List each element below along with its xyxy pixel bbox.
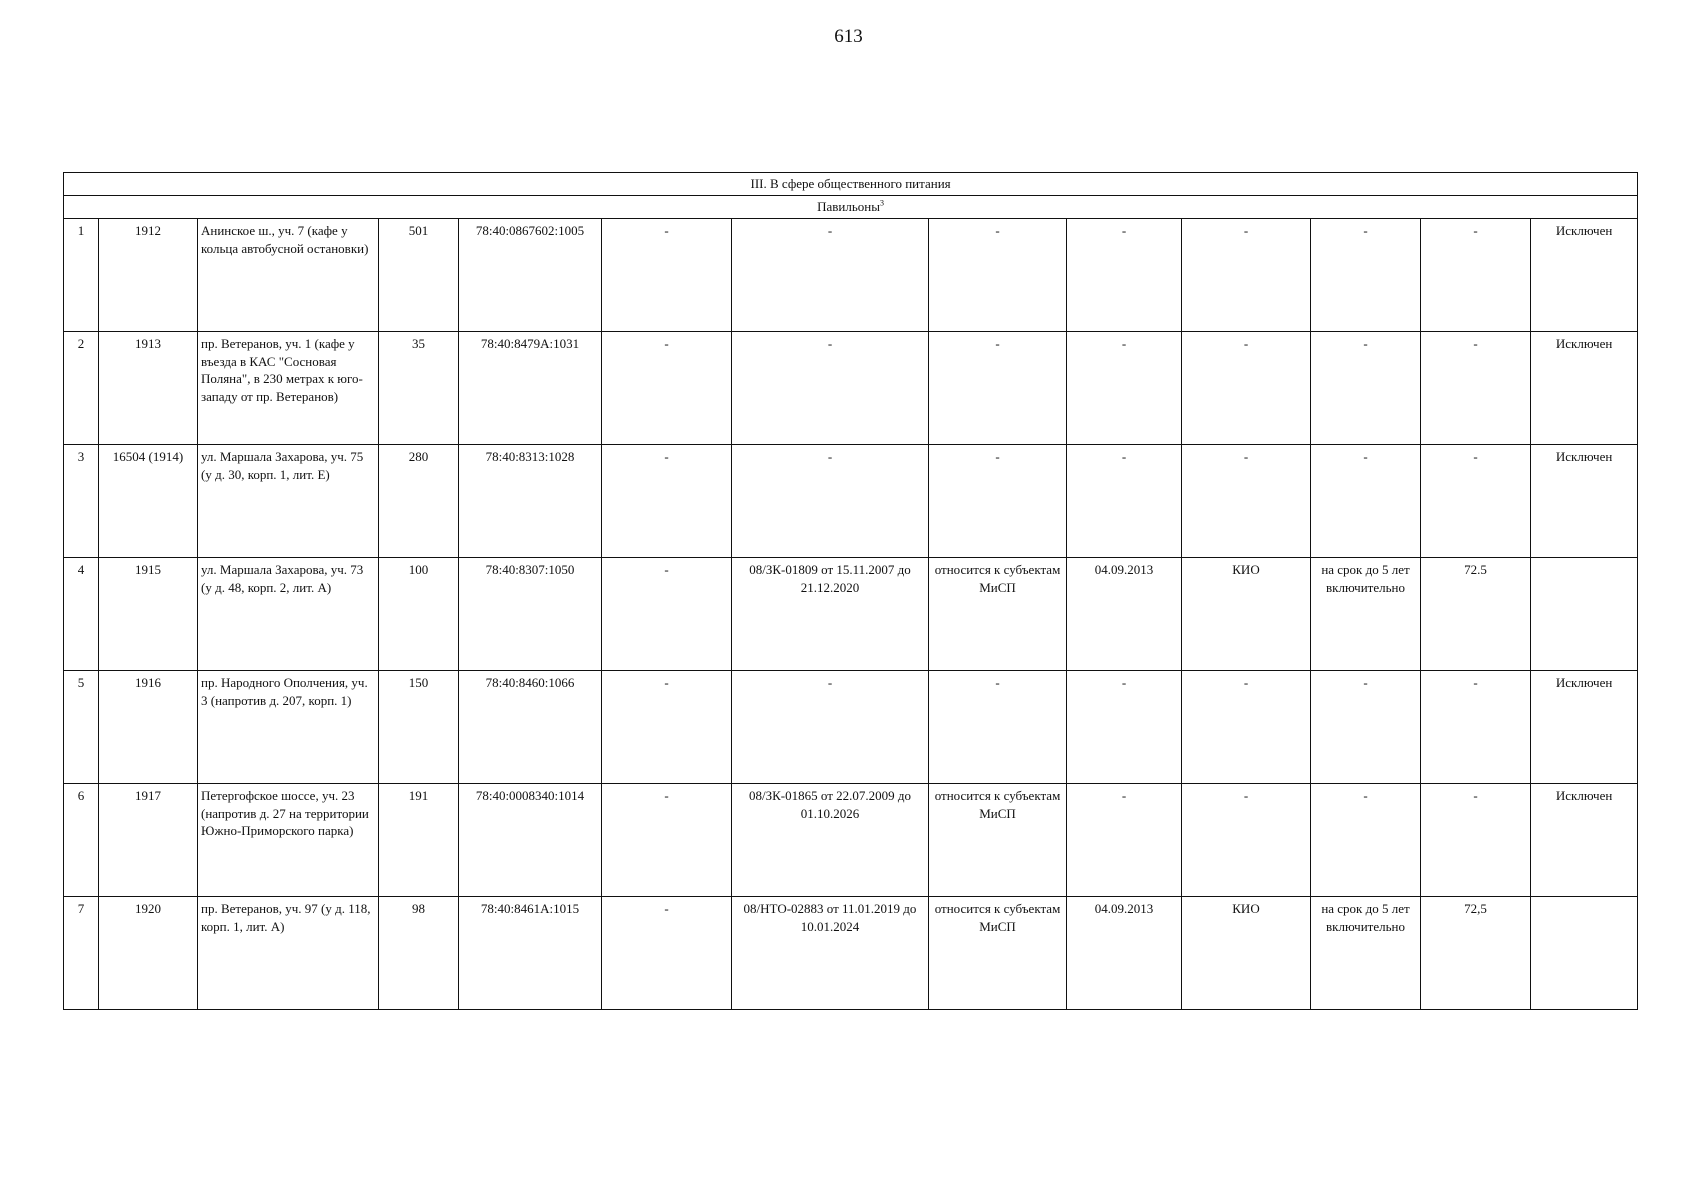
page-number: 613 [834, 26, 863, 47]
organization-cell: - [1182, 219, 1311, 332]
cadastral-number-cell: 78:40:0008340:1014 [459, 784, 602, 897]
row-number-cell: 1 [64, 219, 99, 332]
table-row [64, 897, 1638, 1010]
row-number-cell: 5 [64, 671, 99, 784]
contract-cell: 08/ЗК-01809 от 15.11.2007 до 21.12.2020 [732, 558, 929, 671]
column-6-cell: - [602, 784, 732, 897]
term-cell: на срок до 5 лет включительно [1311, 897, 1421, 1010]
address-cell: Петергофское шоссе, уч. 23 (напротив д. 27 на территории Южно-Приморского парка) [198, 784, 379, 897]
subject-category-cell: относится к субъектам МиСП [929, 784, 1067, 897]
organization-cell: - [1182, 445, 1311, 558]
term-cell: - [1311, 332, 1421, 445]
term-cell: - [1311, 219, 1421, 332]
term-cell: - [1311, 671, 1421, 784]
address-cell: ул. Маршала Захарова, уч. 73 (у д. 48, корп. 2, лит. А) [198, 558, 379, 671]
contract-cell: 08/ЗК-01865 от 22.07.2009 до 01.10.2026 [732, 784, 929, 897]
date-cell: - [1067, 671, 1182, 784]
address-cell: пр. Ветеранов, уч. 97 (у д. 118, корп. 1, лит. А) [198, 897, 379, 1010]
contract-cell: - [732, 671, 929, 784]
registry-table [63, 172, 1638, 1010]
table-row [64, 671, 1638, 784]
contract-cell: - [732, 219, 929, 332]
object-id-cell: 1916 [99, 671, 198, 784]
table-row [64, 445, 1638, 558]
column-6-cell: - [602, 332, 732, 445]
subject-category-cell: - [929, 219, 1067, 332]
value-cell: - [1421, 784, 1531, 897]
area-cell: 280 [379, 445, 459, 558]
object-id-cell: 1917 [99, 784, 198, 897]
cadastral-number-cell: 78:40:8313:1028 [459, 445, 602, 558]
status-cell: Исключен [1531, 784, 1638, 897]
column-6-cell: - [602, 558, 732, 671]
area-cell: 98 [379, 897, 459, 1010]
section-title: III. В сфере общественного питания [64, 173, 1638, 196]
column-6-cell: - [602, 897, 732, 1010]
organization-cell: - [1182, 671, 1311, 784]
cadastral-number-cell: 78:40:8307:1050 [459, 558, 602, 671]
date-cell: - [1067, 784, 1182, 897]
status-cell: Исключен [1531, 219, 1638, 332]
term-cell: на срок до 5 лет включительно [1311, 558, 1421, 671]
value-cell: - [1421, 332, 1531, 445]
date-cell: - [1067, 219, 1182, 332]
row-number-cell: 3 [64, 445, 99, 558]
object-id-cell: 1912 [99, 219, 198, 332]
value-cell: - [1421, 671, 1531, 784]
cadastral-number-cell: 78:40:8479А:1031 [459, 332, 602, 445]
address-cell: пр. Народного Ополчения, уч. 3 (напротив д. 207, корп. 1) [198, 671, 379, 784]
object-id-cell: 1915 [99, 558, 198, 671]
table-row [64, 784, 1638, 897]
area-cell: 150 [379, 671, 459, 784]
cadastral-number-cell: 78:40:0867602:1005 [459, 219, 602, 332]
subject-category-cell: - [929, 445, 1067, 558]
footnote-marker: 3 [880, 198, 885, 208]
row-number-cell: 6 [64, 784, 99, 897]
term-cell: - [1311, 784, 1421, 897]
subject-category-cell: - [929, 332, 1067, 445]
subsection-title: Павильоны [817, 199, 881, 214]
row-number-cell: 7 [64, 897, 99, 1010]
subject-category-cell: относится к субъектам МиСП [929, 558, 1067, 671]
cadastral-number-cell: 78:40:8461А:1015 [459, 897, 602, 1010]
area-cell: 35 [379, 332, 459, 445]
value-cell: 72.5 [1421, 558, 1531, 671]
object-id-cell: 1913 [99, 332, 198, 445]
contract-cell: - [732, 332, 929, 445]
column-6-cell: - [602, 671, 732, 784]
contract-cell: 08/НТО-02883 от 11.01.2019 до 10.01.2024 [732, 897, 929, 1010]
table-row [64, 332, 1638, 445]
section-header-row [64, 173, 1638, 196]
area-cell: 501 [379, 219, 459, 332]
date-cell: 04.09.2013 [1067, 558, 1182, 671]
organization-cell: КИО [1182, 558, 1311, 671]
date-cell: - [1067, 445, 1182, 558]
subsection-cell [64, 196, 1638, 219]
organization-cell: КИО [1182, 897, 1311, 1010]
row-number-cell: 2 [64, 332, 99, 445]
value-cell: - [1421, 445, 1531, 558]
contract-cell: - [732, 445, 929, 558]
organization-cell: - [1182, 784, 1311, 897]
area-cell: 100 [379, 558, 459, 671]
address-cell: ул. Маршала Захарова, уч. 75 (у д. 30, корп. 1, лит. Е) [198, 445, 379, 558]
status-cell: Исключен [1531, 671, 1638, 784]
subject-category-cell: относится к субъектам МиСП [929, 897, 1067, 1010]
value-cell: 72,5 [1421, 897, 1531, 1010]
area-cell: 191 [379, 784, 459, 897]
address-cell: пр. Ветеранов, уч. 1 (кафе у въезда в КАС "Сосновая Поляна", в 230 метрах к юго-западу от пр. Ветеранов) [198, 332, 379, 445]
cadastral-number-cell: 78:40:8460:1066 [459, 671, 602, 784]
date-cell: - [1067, 332, 1182, 445]
address-cell: Анинское ш., уч. 7 (кафе у кольца автобусной остановки) [198, 219, 379, 332]
table-row [64, 558, 1638, 671]
row-number-cell: 4 [64, 558, 99, 671]
status-cell [1531, 558, 1638, 671]
status-cell: Исключен [1531, 445, 1638, 558]
column-6-cell: - [602, 219, 732, 332]
table-row [64, 219, 1638, 332]
column-6-cell: - [602, 445, 732, 558]
term-cell: - [1311, 445, 1421, 558]
subject-category-cell: - [929, 671, 1067, 784]
object-id-cell: 16504 (1914) [99, 445, 198, 558]
status-cell: Исключен [1531, 332, 1638, 445]
object-id-cell: 1920 [99, 897, 198, 1010]
date-cell: 04.09.2013 [1067, 897, 1182, 1010]
organization-cell: - [1182, 332, 1311, 445]
status-cell [1531, 897, 1638, 1010]
subsection-header-row [64, 196, 1638, 219]
value-cell: - [1421, 219, 1531, 332]
